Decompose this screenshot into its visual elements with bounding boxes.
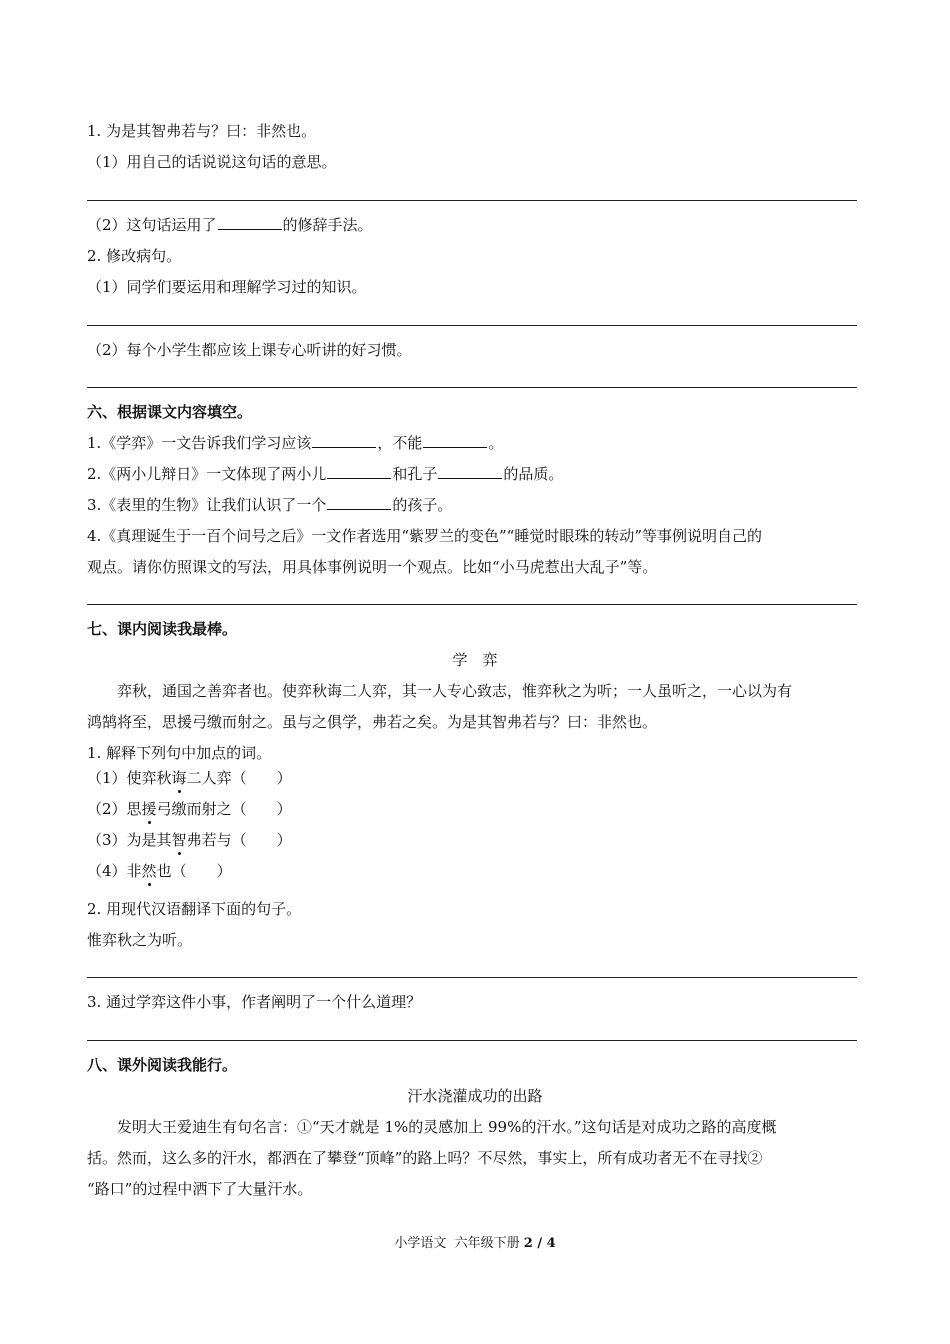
section-6-item-4-line-1: 4.《真理诞生于一百个问号之后》一文作者选用“紫罗兰的变色”“睡觉时眼珠的转动”等事例说明自己的 [87,527,762,545]
section-6-heading: 六、根据课文内容填空。 [87,403,253,421]
answer-line[interactable] [87,1040,857,1041]
answer-line[interactable] [87,325,857,326]
footer-grade: 六年级下册 [454,1236,520,1251]
item-text: 2.《两小儿辩日》一文体现了两小儿 [87,465,327,483]
article-line-1: 弈秋，通国之善弈者也。使弈秋诲二人弈，其一人专心致志，惟弈秋之为听；一人虽听之，一心以为有 [117,682,793,700]
word-item-suffix: 弓缴而射之（ ） [156,800,292,818]
section-6-item-3 [87,495,452,515]
item-text: 1.《学弈》一文告诉我们学习应该 [87,434,312,452]
word-item [87,861,232,881]
question-1-sub-1: （1）用自己的话说说这句话的意思。 [87,153,337,171]
answer-line[interactable] [87,977,857,978]
section-6-item-1 [87,433,503,453]
fill-blank[interactable] [423,433,487,448]
fill-blank[interactable] [218,215,282,230]
dotted-word: 然 [141,862,157,880]
paragraph-line-3: “路口”的过程中洒下了大量汗水。 [87,1180,313,1198]
word-item [87,830,292,850]
word-item-prefix: （3）为是其 [87,831,172,849]
section-7-heading: 七、课内阅读我最棒。 [87,620,238,638]
word-item-prefix: （4）非 [87,862,142,880]
paragraph-line-1: 发明大王爱迪生有句名言：①“天才就是 1%的灵感加上 99%的汗水。”这句话是对成功之路的高度概 [117,1118,777,1136]
fill-blank[interactable] [327,495,391,510]
word-item-suffix: 弗若与（ ） [186,831,292,849]
fill-blank[interactable] [327,464,391,479]
answer-line[interactable] [87,387,857,388]
question-1-title: 1. 为是其智弗若与？曰：非然也。 [87,122,317,140]
fill-blank[interactable] [312,433,376,448]
item-text: 。 [488,434,504,452]
word-item [87,768,292,788]
answer-line[interactable] [87,604,857,605]
word-item-prefix: （1）使弈秋 [87,769,172,787]
paragraph-line-2: 括。然而，这么多的汗水，都洒在了攀登“顶峰”的路上吗？不尽然，事实上，所有成功者无不在寻找② [87,1149,763,1167]
item-text: 和孔子 [392,465,438,483]
question-1-sub-2 [87,215,373,235]
section-6-item-4-line-2: 观点。请你仿照课文的写法，用具体事例说明一个观点。比如“小马虎惹出大乱子”等。 [87,558,658,576]
word-item-suffix: 也（ ） [156,862,232,880]
question-2-sub-1: （1）同学们要运用和理解学习过的知识。 [87,278,367,296]
section-7-question-2-sentence: 惟弈秋之为听。 [87,931,193,949]
question-1-sub-2-suffix: 的修辞手法。 [282,216,373,234]
item-text: ，不能 [377,434,423,452]
section-8-heading: 八、课外阅读我能行。 [87,1056,238,1074]
word-item [87,799,292,819]
footer-subject: 小学语文 [394,1236,447,1251]
question-2-title: 2. 修改病句。 [87,247,182,265]
word-item-suffix: 二人弈（ ） [186,769,292,787]
section-6-item-2 [87,464,563,484]
page-footer [0,1235,950,1253]
page-number: 2 / 4 [523,1236,556,1251]
fill-blank[interactable] [438,464,502,479]
dotted-word: 诲 [171,769,187,787]
question-2-sub-2: （2）每个小学生都应该上课专心听讲的好习惯。 [87,341,412,359]
section-7-question-3-title: 3. 通过学弈这件小事，作者阐明了一个什么道理？ [87,993,422,1011]
article-title: 汗水浇灌成功的出路 [407,1087,543,1105]
item-text: 3.《表里的生物》让我们认识了一个 [87,496,327,514]
article-line-2: 鸿鹄将至，思援弓缴而射之。虽与之俱学，弗若之矣。为是其智弗若与？曰：非然也。 [87,713,658,731]
item-text: 的孩子。 [392,496,453,514]
section-7-question-1-title: 1. 解释下列句中加点的词。 [87,744,272,762]
question-1-sub-2-prefix: （2）这句话运用了 [87,216,217,234]
article-title: 学 弈 [452,651,498,669]
section-7-question-2-title: 2. 用现代汉语翻译下面的句子。 [87,900,302,918]
dotted-word: 智 [171,831,187,849]
word-item-prefix: （2）思 [87,800,142,818]
dotted-word: 援 [141,800,157,818]
item-text: 的品质。 [503,465,564,483]
answer-line[interactable] [87,200,857,201]
